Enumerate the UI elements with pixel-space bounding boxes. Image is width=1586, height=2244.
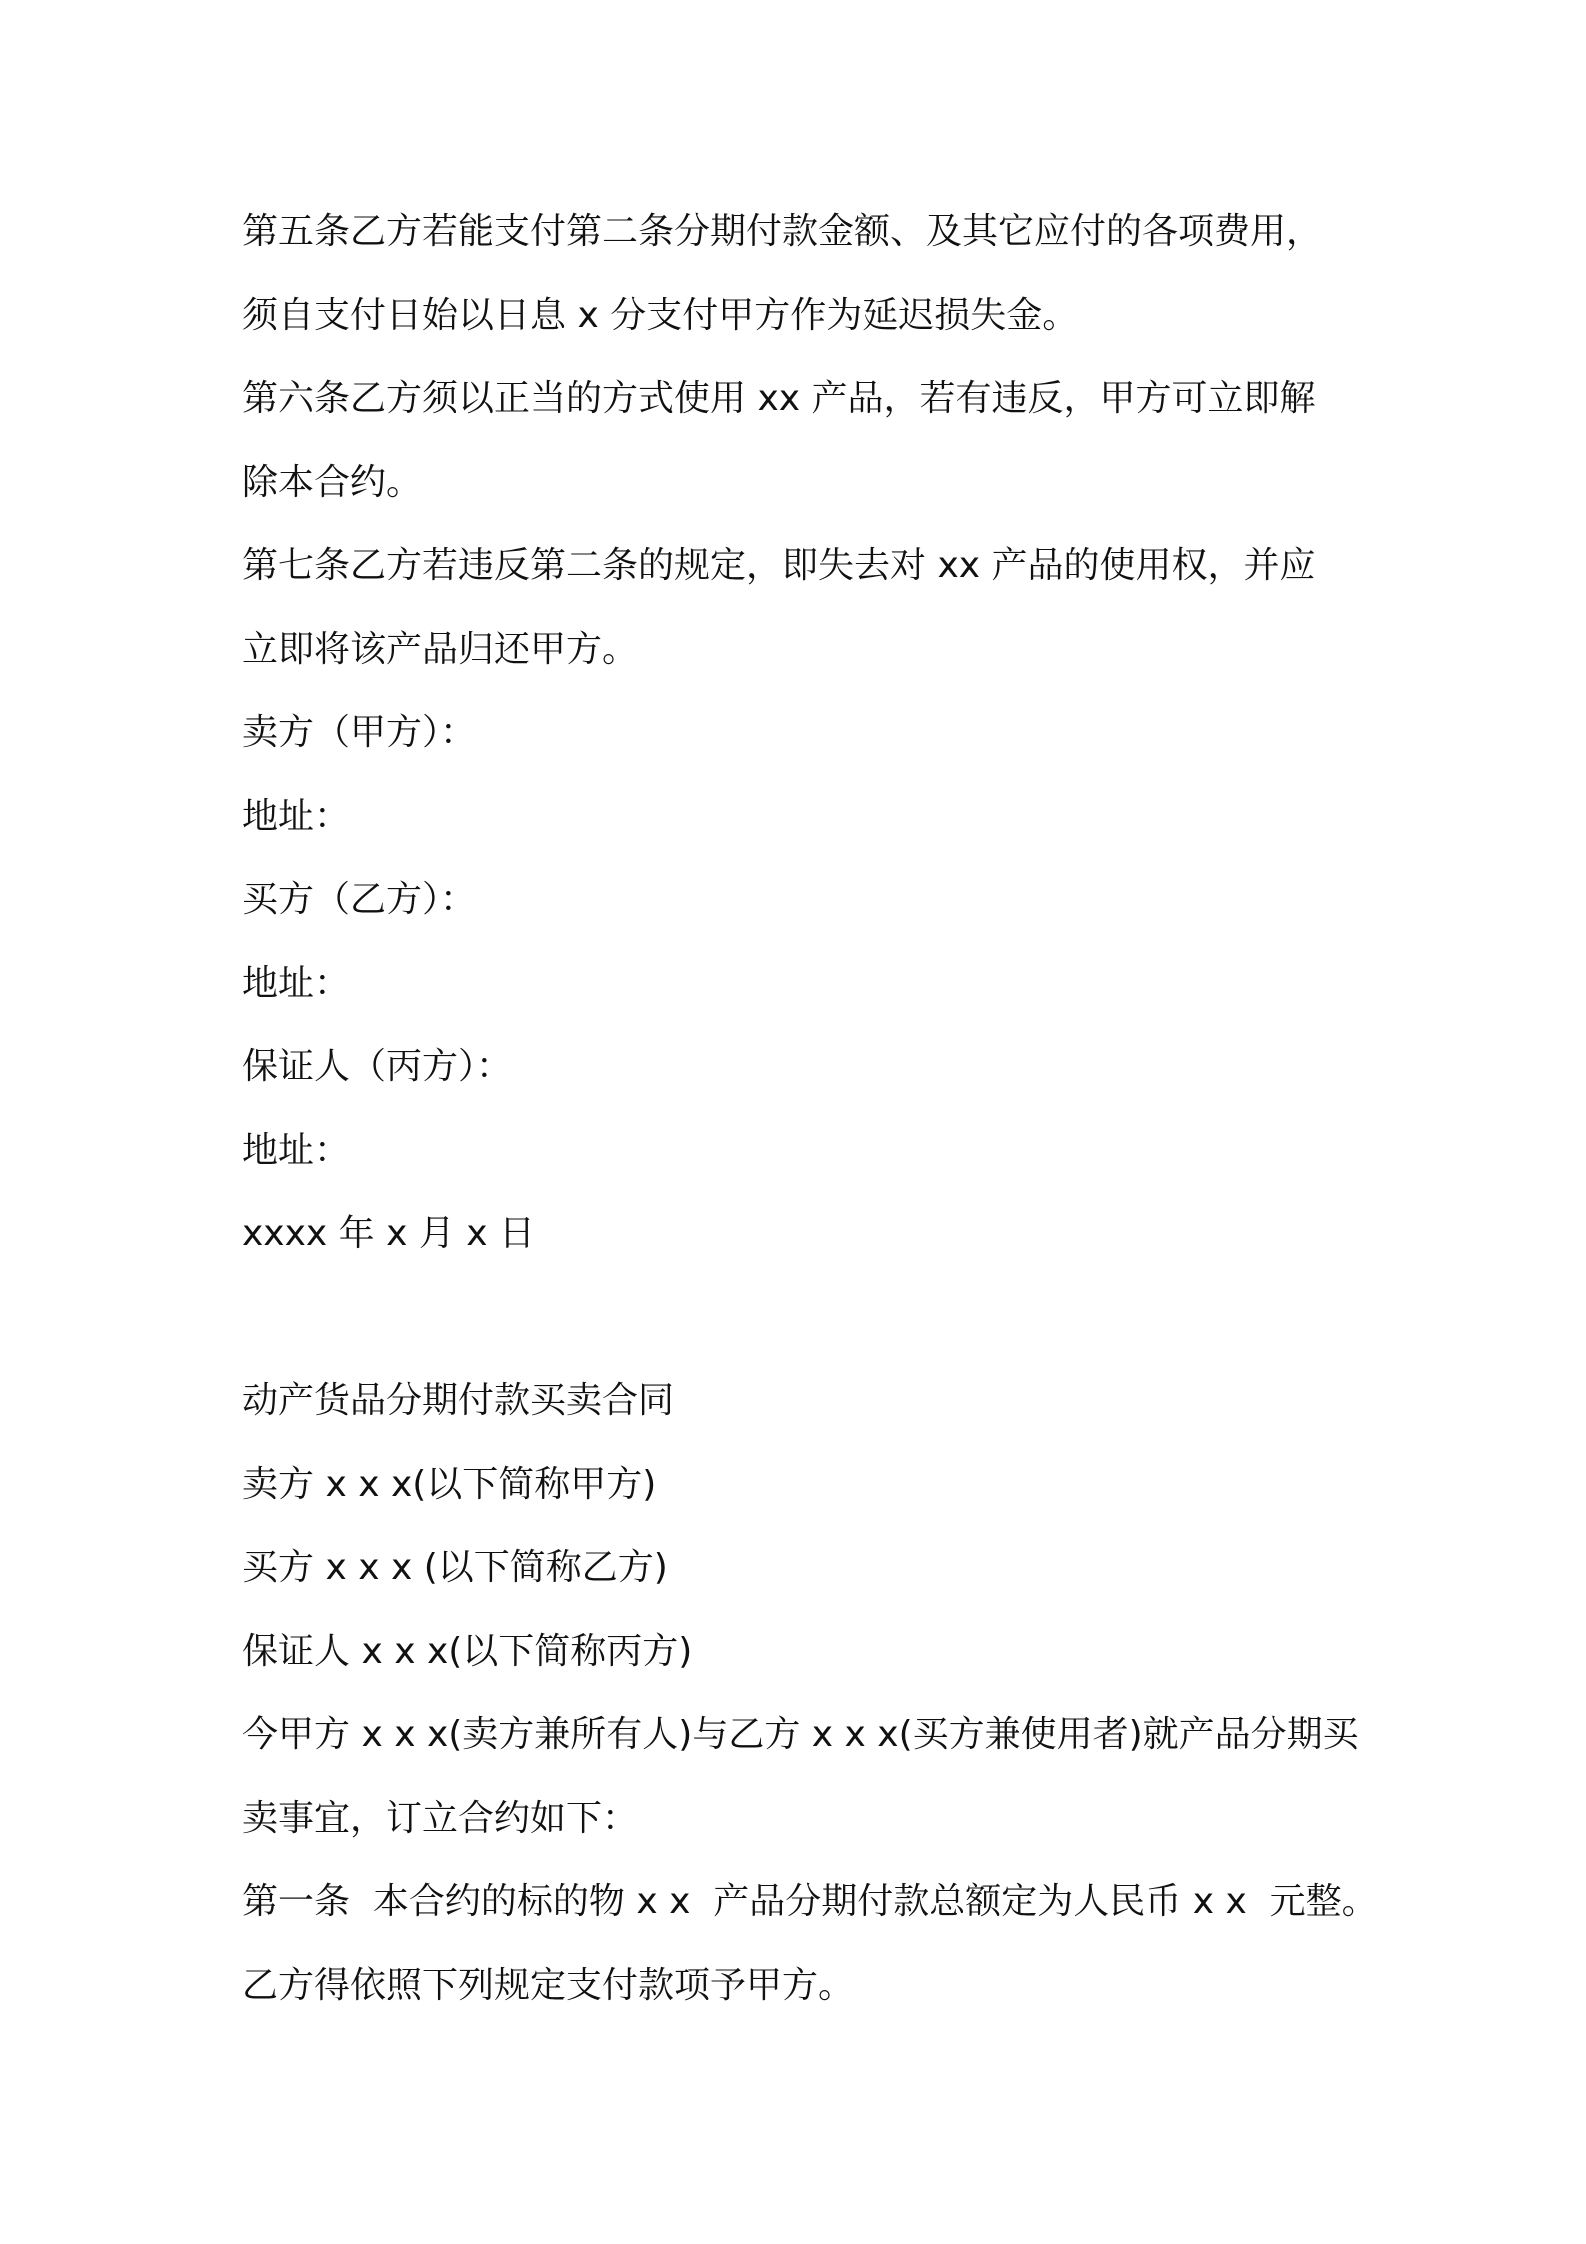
preamble-line-2: 卖事宜，订立合约如下： — [242, 1797, 639, 1839]
article-7-line-2: 立即将该产品归还甲方。 — [242, 628, 639, 670]
document-body — [242, 190, 1382, 2027]
article-6-line-1: 第六条乙方须以正当的方式使用 xx 产品，若有违反，甲方可立即解 — [242, 378, 1316, 419]
guarantor-signature-line: 保证人（丙方）： — [242, 1046, 513, 1087]
article-6-line-2: 除本合约。 — [242, 461, 423, 503]
article-1-line-1: 第一条 本合约的标的物 x x 产品分期付款总额定为人民币 x x 元整。 — [242, 1881, 1378, 1922]
buyer-address-line: 地址： — [242, 962, 351, 1004]
article-5-line-1: 第五条乙方若能支付第二条分期付款金额、及其它应付的各项费用， — [242, 211, 1323, 252]
article-1-line-2: 乙方得依照下列规定支付款项予甲方。 — [242, 1964, 855, 2006]
contract-title: 动产货品分期付款买卖合同 — [242, 1380, 675, 1421]
preamble-line-1: 今甲方 x x x(卖方兼所有人)与乙方 x x x(买方兼使用者)就产品分期买 — [242, 1714, 1359, 1755]
blank-line — [242, 1276, 1382, 1360]
guarantor-party-line: 保证人 x x x(以下简称丙方) — [242, 1630, 693, 1672]
date-line: xxxx 年 x 月 x 日 — [242, 1213, 536, 1254]
buyer-party-line: 买方 x x x (以下简称乙方) — [242, 1547, 668, 1588]
seller-signature-line: 卖方（甲方）： — [242, 712, 477, 753]
article-5-line-2: 须自支付日始以日息 x 分支付甲方作为延迟损失金。 — [242, 294, 1079, 336]
guarantor-address-line: 地址： — [242, 1129, 351, 1171]
buyer-signature-line: 买方（乙方）： — [242, 879, 477, 920]
article-7-line-1: 第七条乙方若违反第二条的规定，即失去对 xx 产品的使用权，并应 — [242, 545, 1316, 586]
seller-address-line: 地址： — [242, 795, 351, 837]
seller-party-line: 卖方 x x x(以下简称甲方) — [242, 1463, 657, 1505]
